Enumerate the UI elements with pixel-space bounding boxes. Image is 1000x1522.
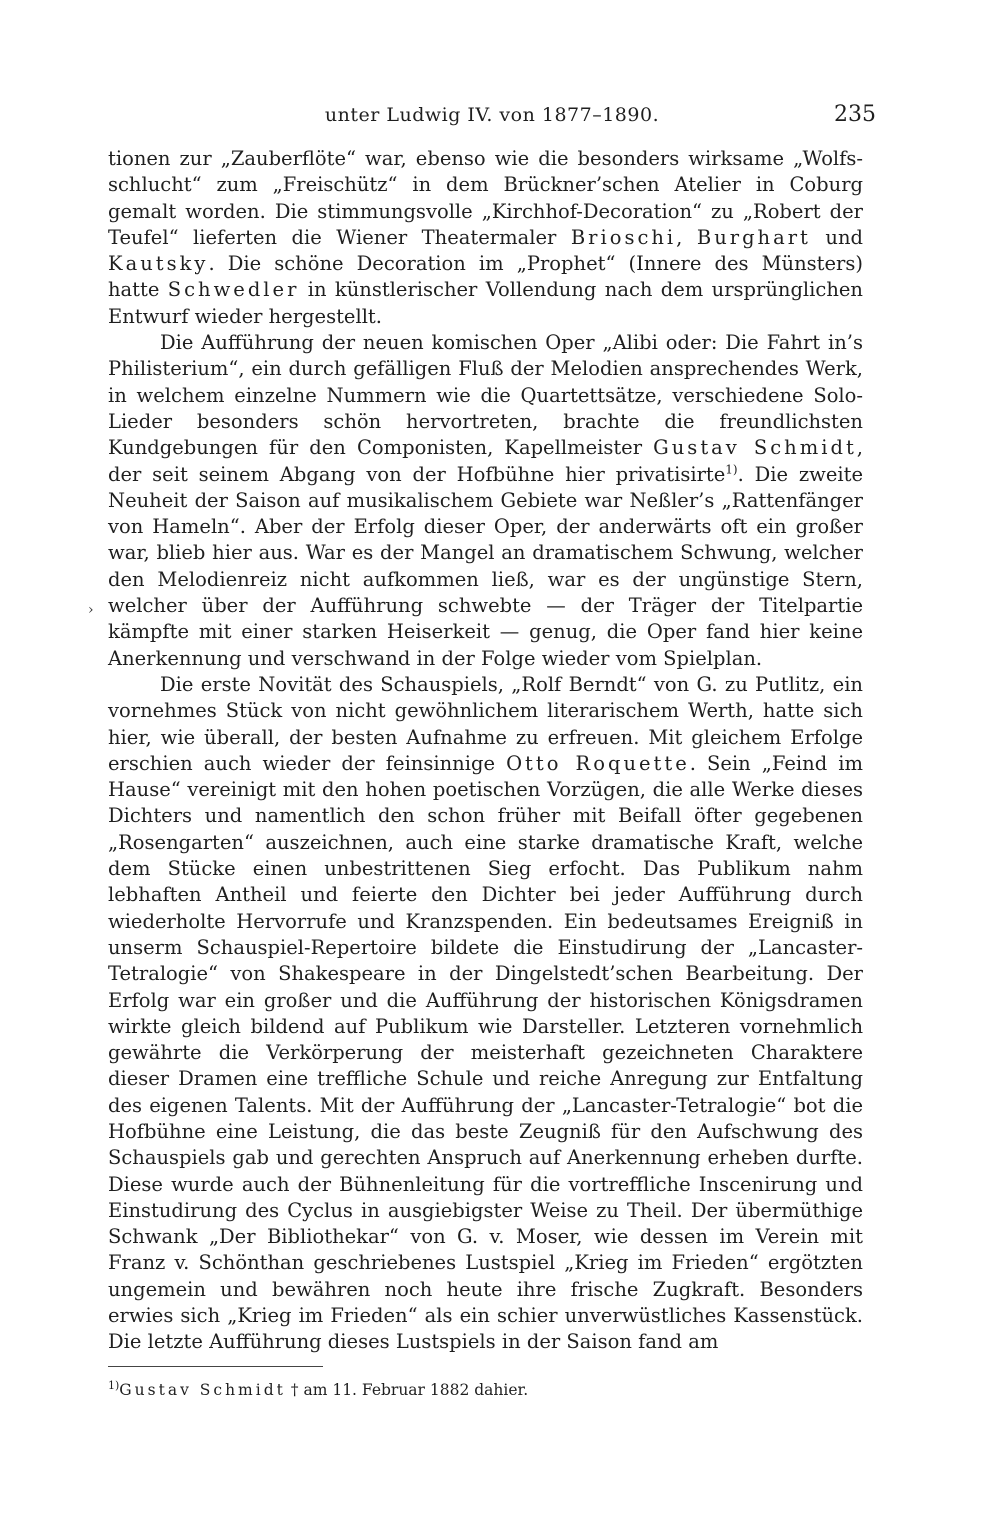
paragraph-1-end: in künstlerischer Vollendung nach dem ursprünglichen Entwurf wieder hergestellt. bbox=[108, 278, 863, 328]
running-title: unter Ludwig IV. von 1877–1890. bbox=[324, 104, 660, 126]
name-gustav-schmidt: Gustav Schmidt bbox=[653, 436, 857, 460]
margin-mark: › bbox=[88, 602, 94, 618]
paragraph-3-start: Die erste Novität des Schauspiels, „Rolf Berndt“ von G. zu Putlitz, ein vornehmes Stück von nicht gewöhnlichem literarischem Werth, hatte sich hier, wie überall, der besten Aufnahme zu erfreuen. Mit gleichem Erfolge erschien auch wieder der feinsinnige bbox=[108, 672, 863, 775]
name-schwedler: Schwedler bbox=[167, 278, 300, 302]
paragraph-2-mid: , der seit seinem Abgang von der Hofbühne hier privatisirte bbox=[108, 436, 863, 486]
paragraph-1 bbox=[108, 146, 863, 330]
page-number: 235 bbox=[834, 102, 876, 127]
paragraph-3-end: . Sein „Feind im Hause“ vereinigt mit den hohen poetischen Vorzügen, die alle Werke dieses Dichters und namentlich den schon früher mit Beifall öfter gegebenen „Rosengarten“ auszeichnen, auch eine starke dramatische Kraft, welche dem Stücke einen unbestrittenen Sieg erfocht. Das Publikum nahm lebhaften Antheil und feierte den Dichter bei jeder Aufführung durch wiederholte Hervorrufe und Kranzspenden. Ein bedeutsames Ereigniß in unserm Schauspiel-Repertoire bildete die Einstudirung der „Lancaster-Tetralogie“ von Shakespeare in der Dingelstedt’schen Bearbeitung. Der Erfolg war ein großer und die Aufführung der historischen Königsdramen wirkte gleich bildend auf Publikum wie Darsteller. Letzteren vornehmlich gewährte die Verkörperung der meisterhaft gezeichneten Charaktere dieser Dramen eine treffliche Schule und reiche Anregung zur Entfaltung des eigenen Talents. Mit der Aufführung der „Lancaster-Tetralogie“ bot die Hofbühne eine Leistung, die das beste Zeugniß für den Aufschwung des Schauspiels gab und gerechten Anspruch auf Anerkennung erheben durfte. Diese wurde auch der Bühnenleitung für die vortreffliche Inscenirung und Einstudirung des Cyclus in ausgiebigster Weise zu Theil. Der übermüthige Schwank „Der Bibliothekar“ von G. v. Moser, wie dessen im Verein mit Franz v. Schönthan geschriebenes Lustspiel „Krieg im Frieden“ ergötzten ungemein und bewähren noch heute ihre frische Zugkraft. Besonders erwies sich „Krieg im Frieden“ als ein schier unverwüstliches Kassenstück. Die letzte Aufführung dieses Lustspiels in der Saison fand am bbox=[108, 751, 863, 1354]
footnote-number: 1) bbox=[108, 1378, 120, 1392]
name-otto-roquette: Otto Roquette bbox=[506, 751, 690, 775]
footnote-name: Gustav Schmidt bbox=[119, 1381, 286, 1399]
name-brioschi: Brioschi bbox=[570, 225, 677, 249]
paragraph-1-text: tionen zur „Zauberflöte“ war, ebenso wie die besonders wirksame „Wolfs-schlucht“ zum „Freischütz“ in dem Brückner’schen Atelier in Coburg gemalt worden. Die stimmungsvolle „Kirchhof-Decoration“ zu „Robert der Teufel“ lieferten die Wiener Theatermaler bbox=[108, 147, 863, 249]
paragraph-1-cont: . Die schöne Decoration im „Prophet“ (Innere des Münsters) hatte bbox=[108, 252, 863, 302]
paragraph-3 bbox=[108, 672, 863, 1356]
name-kautsky: Kautsky bbox=[108, 252, 209, 276]
body-text bbox=[108, 146, 863, 1356]
footnote bbox=[108, 1379, 848, 1401]
paragraph-1-mid: und bbox=[810, 225, 863, 249]
paragraph-1-sep: , bbox=[676, 225, 697, 249]
paragraph-2-end: . Die zweite Neuheit der Saison auf musikalischem Gebiete war Neßler’s „Rattenfänger von Hameln“. Aber der Erfolg dieser Oper, der anderwärts oft ein großer war, blieb hier aus. War es der Mangel an dramatischem Schwung, welcher den Melodienreiz nicht aufkommen ließ, war es der ungünstige Stern, welcher über der Aufführung schwebte — der Träger der Titelpartie kämpfte mit einer starken Heiserkeit — genug, die Oper fand hier keine Anerkennung und verschwand in der Folge wieder vom Spielplan. bbox=[108, 462, 863, 670]
name-burghart: Burghart bbox=[696, 225, 811, 249]
paragraph-2 bbox=[108, 330, 863, 672]
footnote-marker: 1) bbox=[725, 462, 738, 477]
running-head bbox=[108, 100, 876, 134]
footnote-rule bbox=[108, 1366, 323, 1367]
footnote-text: † am 11. Februar 1882 dahier. bbox=[285, 1381, 529, 1399]
paragraph-2-start: Die Aufführung der neuen komischen Oper „Alibi oder: Die Fahrt in’s Philisterium“, ein durch gefälligen Fluß der Melodien ansprechendes Werk, in welchem einzelne Nummern wie die Quartettsätze, verschiedene Solo-Lieder besonders schön hervortreten, brachte die freundlichsten Kundgebungen für den Componisten, Kapellmeister bbox=[108, 331, 863, 460]
